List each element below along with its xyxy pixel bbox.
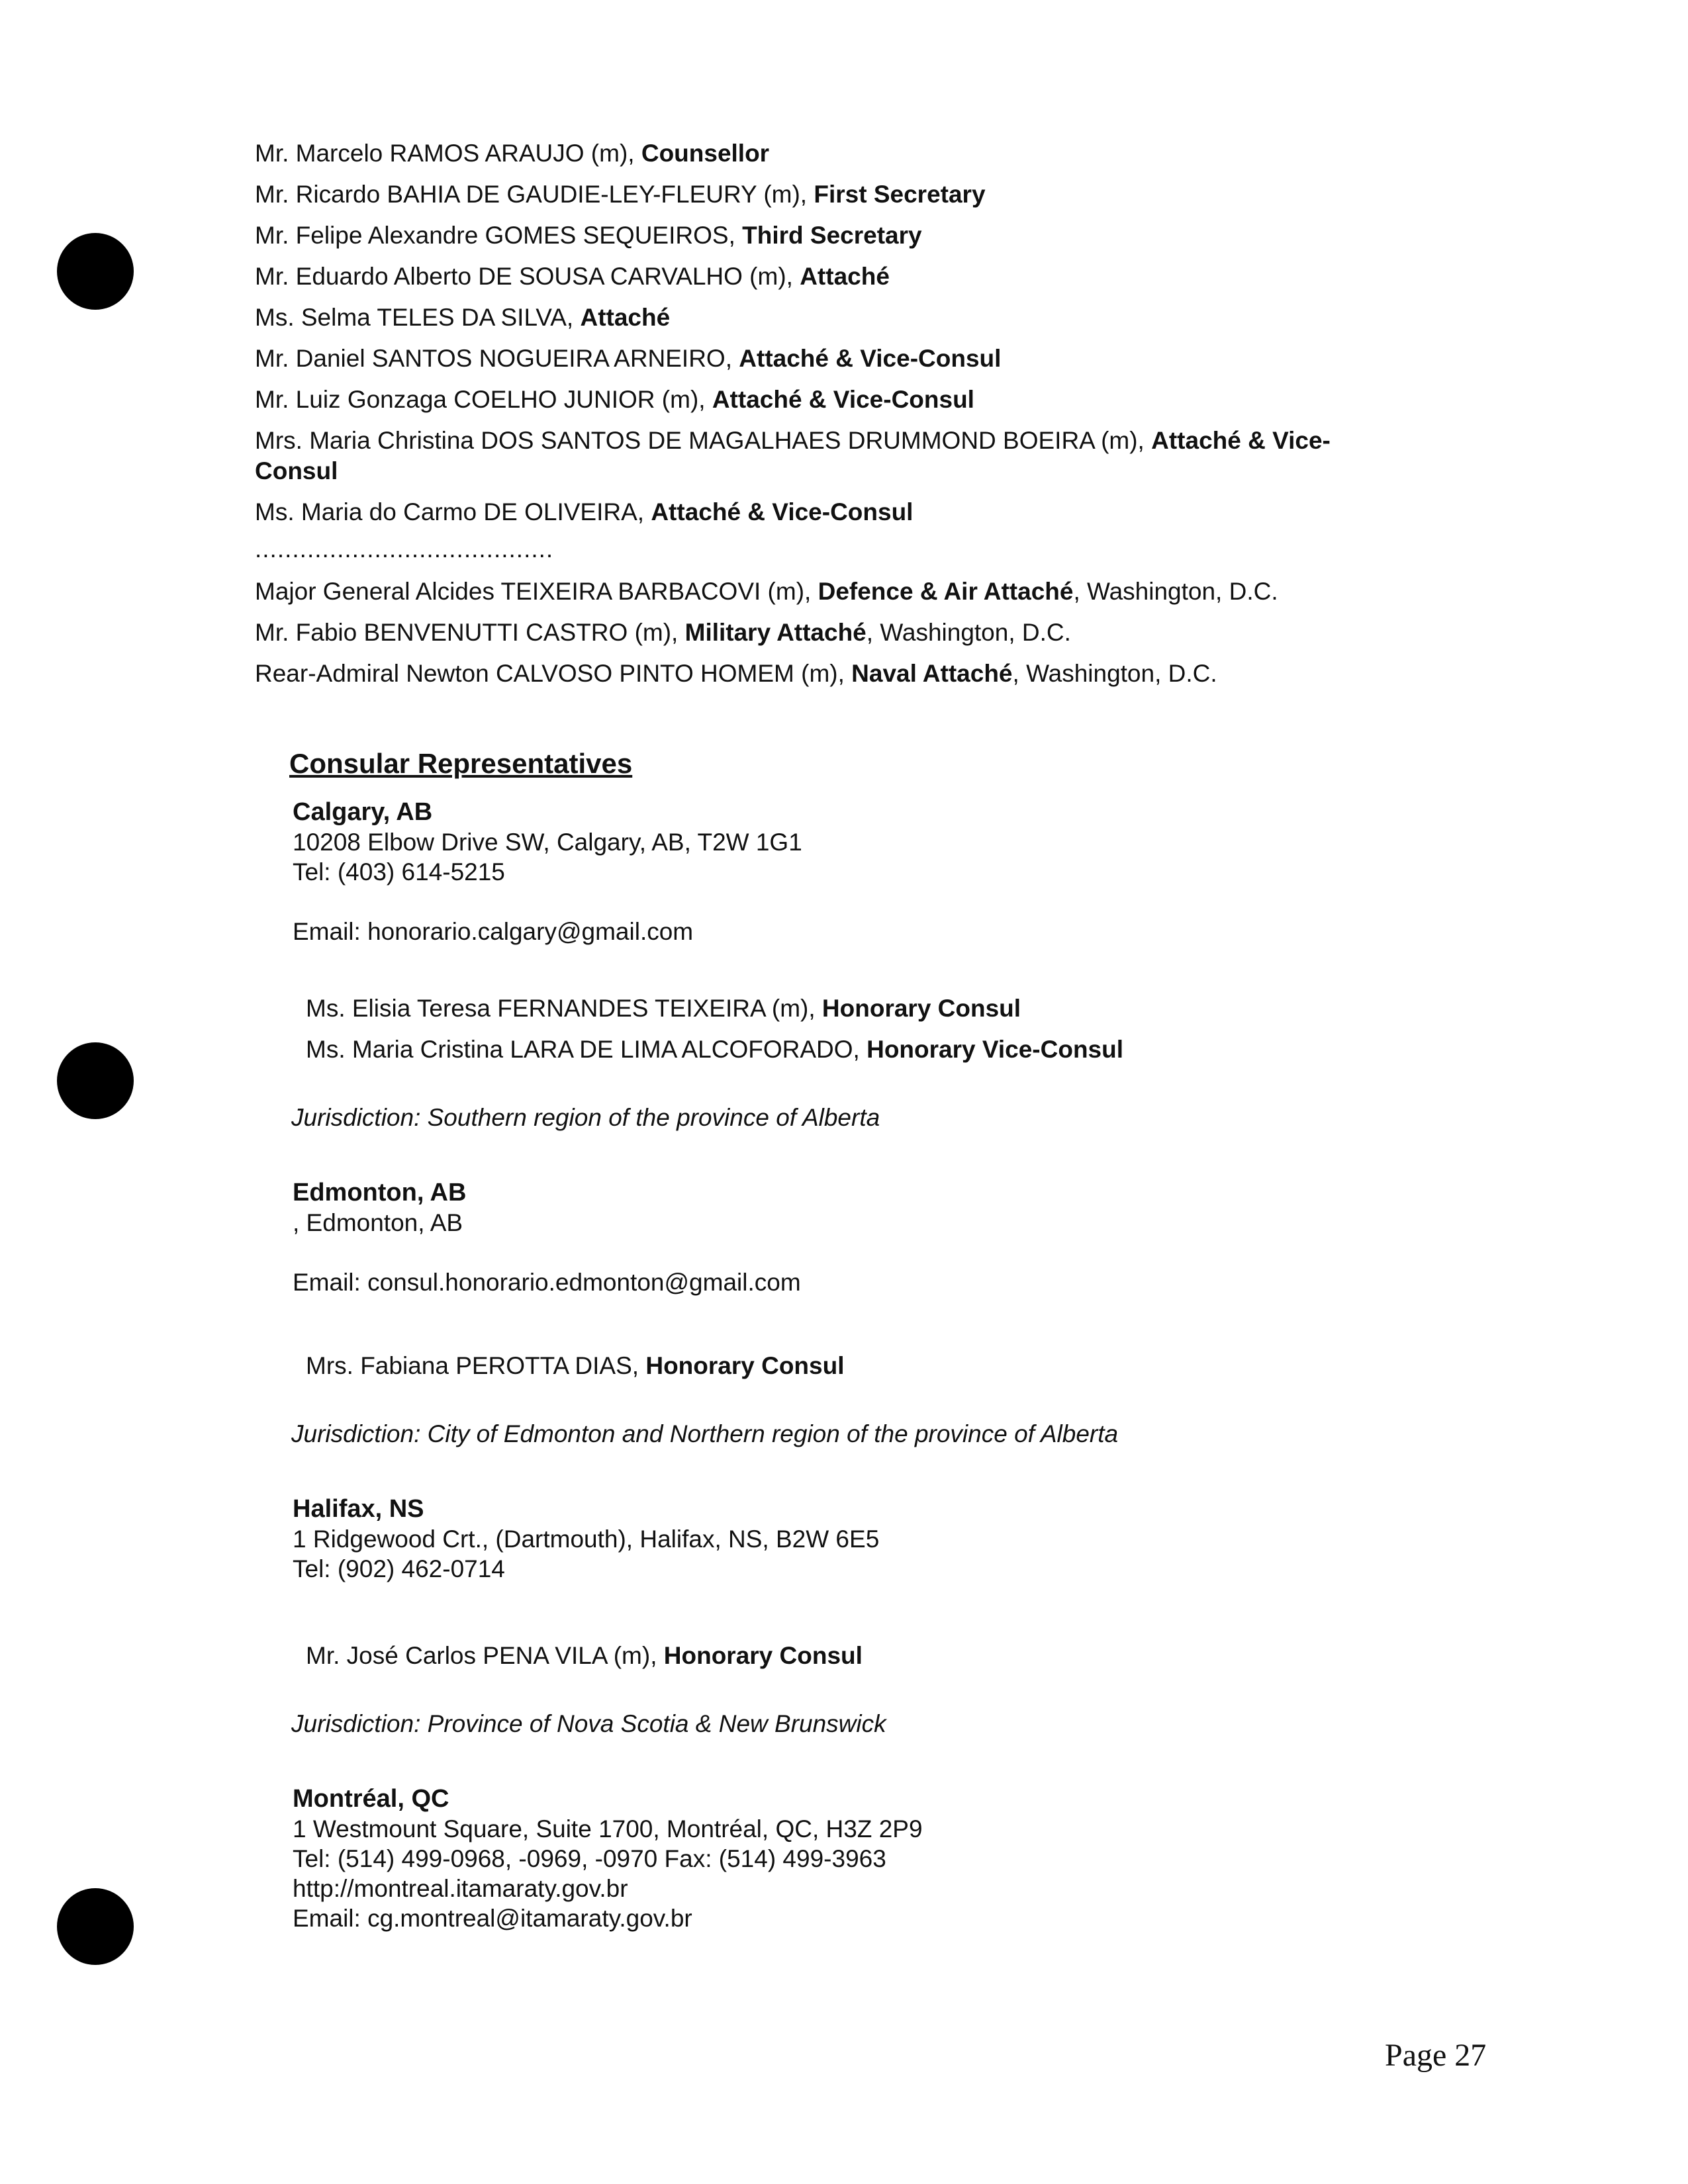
website: http://montreal.itamaraty.gov.br xyxy=(293,1875,628,1902)
city-name: Halifax, NS xyxy=(293,1495,424,1523)
representative: Ms. Elisia Teresa FERNANDES TEIXEIRA (m), Honorary Consul xyxy=(306,995,1021,1022)
address: 10208 Elbow Drive SW, Calgary, AB, T2W 1G1 xyxy=(293,829,802,856)
calgary-block xyxy=(293,797,802,946)
telephone: Tel: (403) 614-5215 xyxy=(293,858,505,886)
address: , Edmonton, AB xyxy=(293,1209,463,1236)
staff-entry: Mr. Ricardo BAHIA DE GAUDIE-LEY-FLEURY (m), First Secretary xyxy=(255,181,986,208)
punch-hole-middle xyxy=(57,1042,134,1119)
staff-entry: Ms. Maria do Carmo DE OLIVEIRA, Attaché & Vice-Consul xyxy=(255,498,914,525)
page-number: Page 27 xyxy=(1385,2038,1487,2073)
staff-entry: Mr. Marcelo RAMOS ARAUJO (m), Counsellor xyxy=(255,140,770,167)
jurisdiction: Jurisdiction: Province of Nova Scotia & New Brunswick xyxy=(291,1710,886,1737)
email: Email: consul.honorario.edmonton@gmail.com xyxy=(293,1269,801,1296)
staff-entry: Mr. Eduardo Alberto DE SOUSA CARVALHO (m), Attaché xyxy=(255,263,890,290)
staff-entry: Mr. Luiz Gonzaga COELHO JUNIOR (m), Attaché & Vice-Consul xyxy=(255,386,974,413)
jurisdiction: Jurisdiction: City of Edmonton and Northern region of the province of Alberta xyxy=(291,1420,1119,1447)
address: 1 Ridgewood Crt., (Dartmouth), Halifax, NS, B2W 6E5 xyxy=(293,1525,880,1553)
city-name: Montréal, QC xyxy=(293,1785,449,1813)
edmonton-block xyxy=(293,1178,801,1297)
email: Email: honorario.calgary@gmail.com xyxy=(293,918,694,945)
consular-heading: Consular Representatives xyxy=(289,748,633,779)
staff-entry: Ms. Selma TELES DA SILVA, Attaché xyxy=(255,304,671,331)
military-entry: Mr. Fabio BENVENUTTI CASTRO (m), Military Attaché, Washington, D.C. xyxy=(255,619,1071,646)
telephone: Tel: (902) 462-0714 xyxy=(293,1555,505,1582)
telephone: Tel: (514) 499-0968, -0969, -0970 Fax: (514) 499-3963 xyxy=(293,1845,886,1872)
staff-entry: Mrs. Maria Christina DOS SANTOS DE MAGALHAES DRUMMOND BOEIRA (m), Attaché & Vice- xyxy=(255,427,1331,454)
city-name: Edmonton, AB xyxy=(293,1179,467,1206)
punch-hole-top xyxy=(57,233,134,310)
jurisdiction: Jurisdiction: Southern region of the province of Alberta xyxy=(291,1104,880,1131)
city-name: Calgary, AB xyxy=(293,798,433,826)
military-entry: Rear-Admiral Newton CALVOSO PINTO HOMEM (m), Naval Attaché, Washington, D.C. xyxy=(255,660,1217,687)
military-entry: Major General Alcides TEIXEIRA BARBACOVI (m), Defence & Air Attaché, Washington, D.C. xyxy=(255,578,1278,605)
staff-entry: Mr. Felipe Alexandre GOMES SEQUEIROS, Third Secretary xyxy=(255,222,922,249)
staff-entry-continuation: Consul xyxy=(255,457,338,484)
punch-hole-bottom xyxy=(57,1888,134,1965)
staff-entry: Mr. Daniel SANTOS NOGUEIRA ARNEIRO, Attaché & Vice-Consul xyxy=(255,345,1002,372)
separator-dots: ........................................ xyxy=(255,535,554,563)
address: 1 Westmount Square, Suite 1700, Montréal, QC, H3Z 2P9 xyxy=(293,1815,923,1843)
halifax-block xyxy=(293,1494,879,1584)
email: Email: cg.montreal@itamaraty.gov.br xyxy=(293,1905,692,1932)
representative: Mrs. Fabiana PEROTTA DIAS, Honorary Consul xyxy=(306,1352,845,1379)
representative: Ms. Maria Cristina LARA DE LIMA ALCOFORADO, Honorary Vice-Consul xyxy=(306,1036,1124,1063)
representative: Mr. José Carlos PENA VILA (m), Honorary Consul xyxy=(306,1642,863,1669)
montreal-block xyxy=(293,1784,923,1933)
